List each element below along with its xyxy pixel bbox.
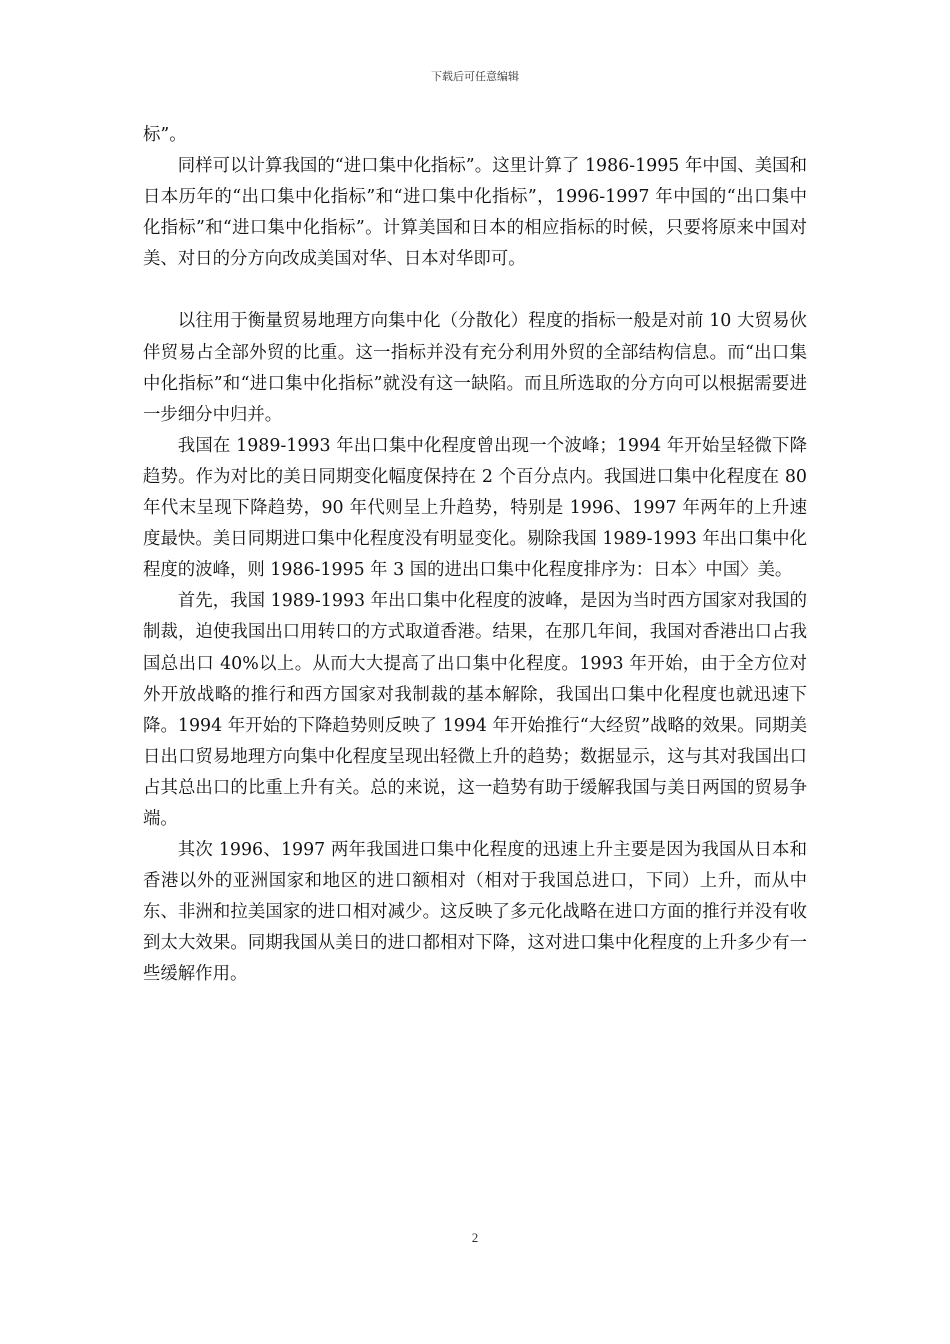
- page-number: 2: [471, 1230, 479, 1245]
- paragraph: 以往用于衡量贸易地理方向集中化（分散化）程度的指标一般是对前 10 大贸易伙伴贸易占全部外贸的比重。这一指标并没有充分利用外贸的全部结构信息。而“出口集中化指标”和“进口集中化指标”就没有这一缺陷。而且所选取的分方向可以根据需要进一步细分中归并。: [143, 311, 807, 425]
- paragraph: 首先，我国 1989-1993 年出口集中化程度的波峰，是因为当时西方国家对我国的制裁，迫使我国出口用转口的方式取道香港。结果，在那几年间，我国对香港出口占我国总出口 40%以上。从而大大提高了出口集中化程度。1993 年开始，由于全方位对外开放战略的推行和西方国家对我制裁的基本解除，我国出口集中化程度也就迅速下降。1994 年开始的下降趋势则反映了 1994 年开始推行“大经贸”战略的效果。同期美日出口贸易地理方向集中化程度呈现出轻微上升的趋势；数据显示，这与其对我国出口占其总出口的比重上升有关。总的来说，这一趋势有助于缓解我国与美日两国的贸易争端。: [143, 591, 807, 829]
- paragraph: 其次 1996、1997 两年我国进口集中化程度的迅速上升主要是因为我国从日本和香港以外的亚洲国家和地区的进口额相对（相对于我国总进口，下同）上升，而从中东、非洲和拉美国家的进口相对减少。这反映了多元化战略在进口方面的推行并没有收到太大效果。同期我国从美日的进口都相对下降，这对进口集中化程度的上升多少有一些缓解作用。: [143, 840, 807, 985]
- paragraph: 我国在 1989-1993 年出口集中化程度曾出现一个波峰；1994 年开始呈轻微下降趋势。作为对比的美日同期变化幅度保持在 2 个百分点内。我国进口集中化程度在 80 年代末呈现下降趋势，90 年代则呈上升趋势，特别是 1996、1997 年两年的上升速度最快。美日同期进口集中化程度没有明显变化。剔除我国 1989-1993 年出口集中化程度的波峰，则 1986-1995 年 3 国的进出口集中化程度排序为：日本〉中国〉美。: [143, 435, 807, 581]
- page-header: 下载后可任意编辑: [431, 70, 519, 83]
- paragraph-gap: [143, 275, 807, 306]
- document-body: [143, 120, 807, 991]
- paragraph: 同样可以计算我国的“进口集中化指标”。这里计算了 1986-1995 年中国、美国和日本历年的“出口集中化指标”和“进口集中化指标”，1996-1997 年中国的“出口集中化指标”和“进口集中化指标”。计算美国和日本的相应指标的时候，只要将原来中国对美、对日的分方向改成美国对华、日本对华即可。: [143, 156, 807, 270]
- paragraph-continuation: 标”。: [143, 125, 187, 145]
